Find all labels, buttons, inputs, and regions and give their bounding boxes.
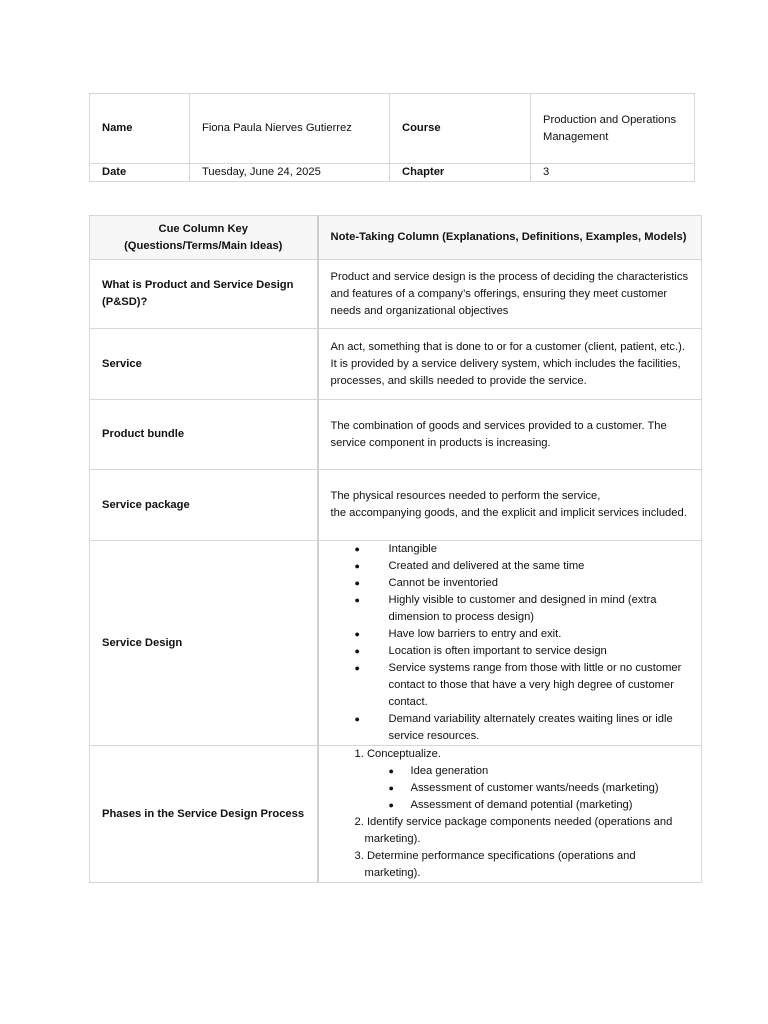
note-row bbox=[90, 329, 702, 400]
cue-cell: Service package bbox=[90, 470, 318, 541]
note-cell bbox=[318, 541, 702, 746]
list-item: ● Location is often important to service design bbox=[377, 643, 690, 660]
note-cell: The combination of goods and services provided to a customer. The service component in products is increasing. bbox=[318, 400, 702, 470]
date-value: Tuesday, June 24, 2025 bbox=[190, 164, 390, 182]
note-row bbox=[90, 400, 702, 470]
phase-item: 1. Conceptualize. bbox=[354, 748, 441, 760]
course-value: Production and Operations Management bbox=[531, 94, 695, 164]
note-cell bbox=[318, 746, 702, 883]
list-item: ● Idea generation bbox=[411, 763, 690, 780]
date-label: Date bbox=[90, 164, 190, 182]
cue-cell: Phases in the Service Design Process bbox=[90, 746, 318, 883]
note-line: The physical resources needed to perform the service, bbox=[330, 490, 601, 502]
note-row bbox=[90, 541, 702, 746]
note-cell: An act, something that is done to or for a customer (client, patient, etc.). It is provided by a service delivery system, which includes the facilities, processes, and skills needed to provide the service. bbox=[318, 329, 702, 400]
notes-header-row bbox=[90, 216, 702, 260]
list-item: ● Have low barriers to entry and exit. bbox=[377, 626, 690, 643]
cue-column-header: Cue Column Key (Questions/Terms/Main Ideas) bbox=[90, 216, 318, 260]
list-item: ● Created and delivered at the same time bbox=[377, 558, 690, 575]
note-cell bbox=[318, 470, 702, 541]
list-item: ● Cannot be inventoried bbox=[377, 575, 690, 592]
list-item: ● Assessment of customer wants/needs (marketing) bbox=[411, 780, 690, 797]
phase-sublist bbox=[355, 763, 690, 814]
phase-item: 2. Identify service package components needed (operations and marketing). bbox=[354, 816, 673, 845]
header-table bbox=[89, 93, 695, 182]
header-row-1 bbox=[90, 94, 695, 164]
course-label: Course bbox=[390, 94, 531, 164]
note-line: the accompanying goods, and the explicit and implicit services included. bbox=[330, 507, 687, 519]
name-label: Name bbox=[90, 94, 190, 164]
list-item: ● Service systems range from those with little or no customer contact to those that have a very high degree of customer contact. bbox=[377, 660, 690, 711]
note-cell: Product and service design is the process of deciding the characteristics and features of a company’s offerings, ensuring they meet customer needs and organizational objectives bbox=[318, 260, 702, 329]
note-column-header: Note-Taking Column (Explanations, Definitions, Examples, Models) bbox=[318, 216, 702, 260]
cue-cell: Service Design bbox=[90, 541, 318, 746]
list-item: ● Highly visible to customer and designed in mind (extra dimension to process design) bbox=[377, 592, 690, 626]
phase-item: 3. Determine performance specifications (operations and marketing). bbox=[354, 850, 636, 879]
list-item: ● Assessment of demand potential (marketing) bbox=[411, 797, 690, 814]
note-row bbox=[90, 746, 702, 883]
cue-cell: Service bbox=[90, 329, 318, 400]
note-row bbox=[90, 260, 702, 329]
service-design-list bbox=[331, 541, 690, 745]
chapter-label: Chapter bbox=[390, 164, 531, 182]
cue-cell: What is Product and Service Design (P&SD)? bbox=[90, 260, 318, 329]
note-row bbox=[90, 470, 702, 541]
cornell-notes-table bbox=[89, 215, 702, 883]
name-value: Fiona Paula Nierves Gutierrez bbox=[190, 94, 390, 164]
list-item: ● Demand variability alternately creates waiting lines or idle service resources. bbox=[377, 711, 690, 745]
cue-cell: Product bundle bbox=[90, 400, 318, 470]
list-item: ● Intangible bbox=[377, 541, 690, 558]
header-row-2 bbox=[90, 164, 695, 182]
chapter-value: 3 bbox=[531, 164, 695, 182]
